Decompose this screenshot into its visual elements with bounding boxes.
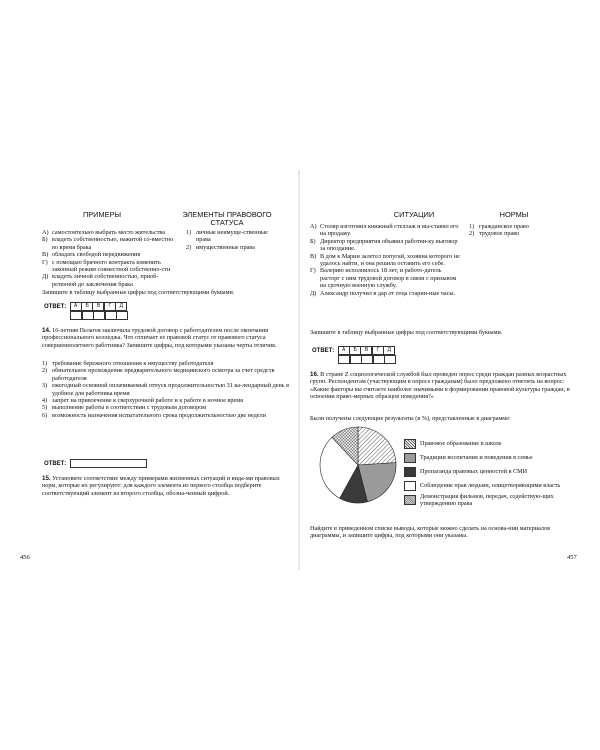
option-item: 1) требование бережного отношения к имуществу работодателя <box>42 360 214 367</box>
legend-item: Традиции воспитания и поведения в семье <box>404 451 574 465</box>
example-item: В) обладать свободой передвижения <box>42 251 141 259</box>
answer-input-row[interactable] <box>71 311 128 320</box>
example-item: Г) с помощью брачного контракта изменить законный режим совместной собственно-сти <box>42 258 171 274</box>
page-fold <box>298 170 300 570</box>
examples-list <box>42 229 180 288</box>
closing-text: Найдите в приведенном списке выводы, которые можно сделать на основа-нии материалов диаграммы, и запишите цифры, под которыми они указаны. <box>310 525 550 540</box>
legend-swatch <box>404 467 416 477</box>
situation-item: Г) Валерию исполнилось 18 лет, и работо-датель расторг с ним трудовой договор в связи с призывом на срочную военную службу. <box>310 267 457 290</box>
answer-cell[interactable] <box>70 311 82 320</box>
answer-letter-cell: Г <box>372 346 384 355</box>
left-page <box>14 175 296 565</box>
question-15: 15. Установите соответствие между примерами жизненных ситуаций и вида-ми правовых норм, которые их регулируют: для каждого элемента из первого столбца подберите соответствующий элемент из второго столбца, обозна-ченный цифрой. <box>42 475 280 497</box>
answer-letter-row <box>70 302 127 311</box>
answer-letter-cell: А <box>70 302 82 311</box>
answer-grid-1 <box>44 302 127 311</box>
answer-letter-cell: Б <box>81 302 93 311</box>
question-14-options <box>42 360 292 419</box>
situation-item: А) Столяр изготовил книжный стеллаж и вы-ставил его на продажу. <box>310 223 459 238</box>
norms-list <box>469 223 569 238</box>
situation-item: В) В дом к Марии залетел попугай, хозяина которого не удалось найти, и она решила оставить его себе. <box>310 252 460 268</box>
legend-item: Соблюдение прав людьми, олицетворяющими власть <box>404 479 574 493</box>
answer-input[interactable] <box>70 459 147 468</box>
legend-swatch <box>404 481 416 491</box>
answer-letter-cell: А <box>338 346 350 355</box>
element-item: 1) личные неимуще-ственные права <box>186 229 268 244</box>
answer-cell[interactable] <box>361 355 373 364</box>
legend-swatch <box>404 495 416 505</box>
situation-item: Б) Директор предприятия объявил работни-ку выговор за опоздание. <box>310 237 458 253</box>
answer-field-14: ОТВЕТ: <box>44 459 147 468</box>
example-item: А) самостоятельно выбрать место жительства <box>42 229 166 236</box>
question-14: 14. 16-летняя Пелагея заключила трудовой договор с работодателем после окончания профессионального колледжа. Что отличает ее правовой статус от правового статуса совершеннолетнего работника? Запишите цифры, под которыми указаны черты отличия. <box>42 327 277 349</box>
pie-slice <box>358 427 396 465</box>
answer-letter-cell: В <box>360 346 372 355</box>
pie-chart <box>318 425 398 505</box>
answer-cell[interactable] <box>350 355 362 364</box>
answer-grid-2: ОТВЕТ: А Б В Г Д <box>312 346 395 355</box>
legend-item: Правовое образование в школе <box>404 437 574 451</box>
header-elements: ЭЛЕМЕНТЫ ПРАВОВОГО СТАТУСА <box>182 210 272 227</box>
answer-letter-cell: Д <box>383 346 395 355</box>
norm-item: 2) трудовое право <box>469 230 520 238</box>
legend-item: Пропаганда правовых ценностей в СМИ <box>404 465 574 479</box>
header-situations: СИТУАЦИИ <box>393 210 435 219</box>
answer-cell[interactable] <box>384 355 396 364</box>
situations-list <box>310 223 460 297</box>
answer-cell[interactable] <box>82 311 94 320</box>
norm-item: 1) гражданское право <box>469 223 529 230</box>
answer-input-row[interactable] <box>339 355 396 364</box>
option-item: 6) возможность назначения испытательного срока продолжительностью две недели <box>42 411 266 419</box>
answer-cell[interactable] <box>105 311 117 320</box>
instruction-text: Запишите в таблицу выбранные цифры под соответствующими буквами. <box>42 289 235 296</box>
answer-letter-row <box>338 346 395 355</box>
answer-letter-cell: В <box>92 302 104 311</box>
page-number-right: 457 <box>567 554 577 561</box>
answer-label: ОТВЕТ: <box>44 303 67 310</box>
option-item: 5) выполнение работы в соответствии с трудовым договором <box>42 404 207 412</box>
answer-cell[interactable] <box>373 355 385 364</box>
answer-letter-cell: Г <box>104 302 116 311</box>
answer-cell[interactable] <box>338 355 350 364</box>
answer-cell[interactable] <box>93 311 105 320</box>
elements-list <box>186 229 281 251</box>
example-item: Д) владеть личной собственностью, приоб-ретенной до заключения брака <box>42 273 159 288</box>
chart-legend <box>404 437 574 507</box>
legend-swatch <box>404 439 416 449</box>
header-norms: НОРМЫ <box>499 210 529 219</box>
instruction-text: Запишите в таблицу выбранные цифры под соответствующими буквами. <box>310 329 503 336</box>
right-page <box>304 175 586 565</box>
option-item: 3) ежегодный основной оплачиваемый отпуск продолжительностью 31 ка-лендарный день в удобное для работника время <box>42 382 290 397</box>
option-item: 4) запрет на привлечение к сверхурочной работе и к работе в ночное время <box>42 397 244 405</box>
legend-item: Демонстрация фильмов, передач, содействую-щих утверждению права <box>404 493 574 507</box>
legend-swatch <box>404 453 416 463</box>
answer-letter-cell: Б <box>349 346 361 355</box>
header-examples: ПРИМЕРЫ <box>82 210 122 219</box>
question-16: 16. В стране Z социологической службой был проведен опрос среди граждан разных возрастных групп. Респондентам (участвующим в опросе гражданам) было предложено ответить на вопрос: «Какие факторы вы считаете наиболее значимыми в формировании правовой культуры граждан, в освоении право-мерных образцов поведения?» <box>310 371 570 401</box>
example-item: Б) владеть собственностью, нажитой со-вместно во время брака <box>42 236 174 251</box>
page-number-left: 456 <box>20 554 30 561</box>
q16-results-text: Были получены следующие результаты (в %), представленные в диаграмме: <box>310 415 511 422</box>
option-item: 2) обязательное прохождение предварительного медицинского осмотра за счет средств работодателя <box>42 367 275 382</box>
element-item: 2) имущественные права <box>186 243 255 251</box>
answer-letter-cell: Д <box>115 302 127 311</box>
answer-cell[interactable] <box>116 311 128 320</box>
situation-item: Д) Александр получил в дар от отца старин-ные часы. <box>310 289 456 297</box>
